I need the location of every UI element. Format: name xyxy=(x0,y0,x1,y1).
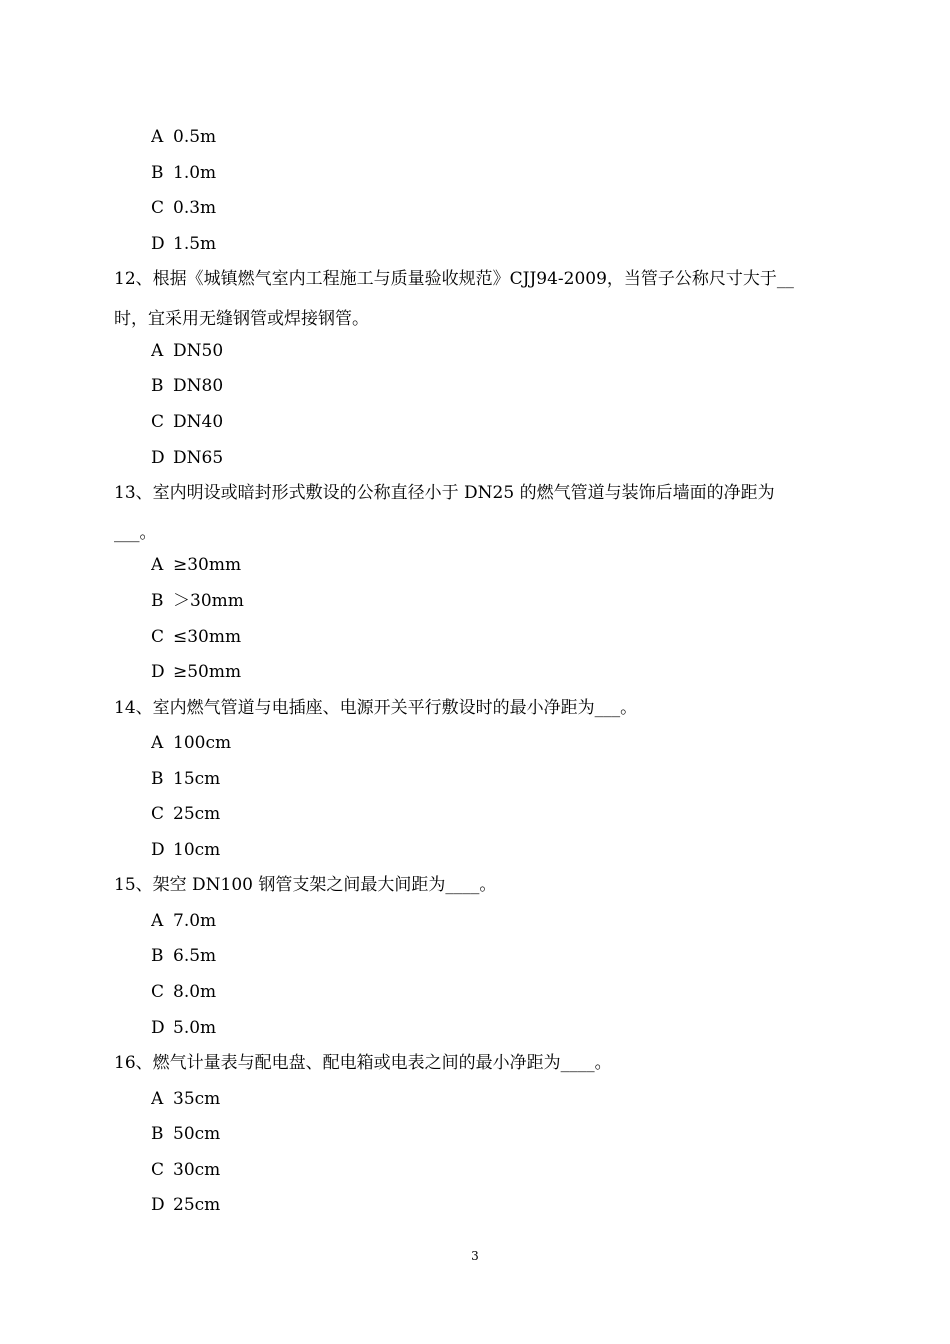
answer-option xyxy=(151,768,751,790)
option-letter: A xyxy=(151,555,164,575)
answer-option xyxy=(151,162,751,184)
option-text: 50cm xyxy=(173,1124,221,1144)
option-letter: B xyxy=(151,1124,164,1144)
answer-option xyxy=(151,447,751,469)
option-letter: A xyxy=(151,911,164,931)
option-letter: A xyxy=(151,341,164,361)
option-text: ≥30mm xyxy=(173,555,242,575)
option-text: 1.0m xyxy=(173,163,217,183)
answer-option xyxy=(151,411,751,433)
question-text: 16、燃气计量表与配电盘、配电箱或电表之间的最小净距为____。 xyxy=(114,1053,612,1073)
question-text: ___。 xyxy=(114,523,157,543)
answer-option xyxy=(151,626,751,648)
option-letter: C xyxy=(151,412,165,432)
option-letter: D xyxy=(151,1195,165,1215)
option-text: 5.0m xyxy=(173,1018,217,1038)
answer-option xyxy=(151,803,751,825)
answer-option xyxy=(151,1088,751,1110)
option-text: ≤30mm xyxy=(173,627,242,647)
option-text: 1.5m xyxy=(173,234,217,254)
answer-option xyxy=(151,1017,751,1039)
option-text: DN80 xyxy=(173,376,224,396)
answer-option xyxy=(151,233,751,255)
option-letter: B xyxy=(151,769,164,789)
option-text: 100cm xyxy=(173,733,232,753)
option-text: 8.0m xyxy=(173,982,217,1002)
answer-option xyxy=(151,732,751,754)
option-letter: B xyxy=(151,946,164,966)
option-text: DN40 xyxy=(173,412,224,432)
question-text: 13、室内明设或暗封形式敷设的公称直径小于 DN25 的燃气管道与装饰后墙面的净距为 xyxy=(114,483,775,503)
question-text: 时，宜采用无缝钢管或焊接钢管。 xyxy=(114,309,369,329)
option-text: DN65 xyxy=(173,448,224,468)
option-text: 35cm xyxy=(173,1089,221,1109)
option-letter: D xyxy=(151,448,165,468)
answer-option xyxy=(151,1123,751,1145)
answer-option xyxy=(151,197,751,219)
option-letter: C xyxy=(151,804,165,824)
answer-option xyxy=(151,590,751,612)
option-text: DN50 xyxy=(173,341,224,361)
question-text: 14、室内燃气管道与电插座、电源开关平行敷设时的最小净距为___。 xyxy=(114,698,638,718)
answer-option xyxy=(151,375,751,397)
question-text: 15、架空 DN100 钢管支架之间最大间距为____。 xyxy=(114,875,497,895)
option-letter: B xyxy=(151,376,164,396)
question-text: 12、根据《城镇燃气室内工程施工与质量验收规范》CJJ94-2009，当管子公称尺寸大于__ xyxy=(114,269,794,289)
answer-option xyxy=(151,1194,751,1216)
option-letter: A xyxy=(151,1089,164,1109)
option-text: 0.3m xyxy=(173,198,217,218)
option-text: 25cm xyxy=(173,804,221,824)
answer-option xyxy=(151,910,751,932)
option-text: 25cm xyxy=(173,1195,221,1215)
option-letter: B xyxy=(151,591,164,611)
option-text: 10cm xyxy=(173,840,221,860)
option-text: 6.5m xyxy=(173,946,217,966)
answer-option xyxy=(151,945,751,967)
option-text: 7.0m xyxy=(173,911,217,931)
answer-option xyxy=(151,981,751,1003)
option-letter: B xyxy=(151,163,164,183)
answer-option xyxy=(151,839,751,861)
answer-option xyxy=(151,126,751,148)
option-text: 15cm xyxy=(173,769,221,789)
option-letter: A xyxy=(151,127,164,147)
option-letter: C xyxy=(151,1160,165,1180)
option-letter: D xyxy=(151,1018,165,1038)
option-letter: C xyxy=(151,982,165,1002)
option-letter: C xyxy=(151,627,165,647)
answer-option xyxy=(151,340,751,362)
option-letter: C xyxy=(151,198,165,218)
option-letter: A xyxy=(151,733,164,753)
option-text: ＞30mm xyxy=(173,591,244,611)
option-letter: D xyxy=(151,234,165,254)
answer-option xyxy=(151,661,751,683)
page-number: 3 xyxy=(471,1249,479,1263)
option-text: 0.5m xyxy=(173,127,217,147)
answer-option xyxy=(151,1159,751,1181)
option-text: ≥50mm xyxy=(173,662,242,682)
option-letter: D xyxy=(151,662,165,682)
answer-option xyxy=(151,554,751,576)
option-text: 30cm xyxy=(173,1160,221,1180)
option-letter: D xyxy=(151,840,165,860)
